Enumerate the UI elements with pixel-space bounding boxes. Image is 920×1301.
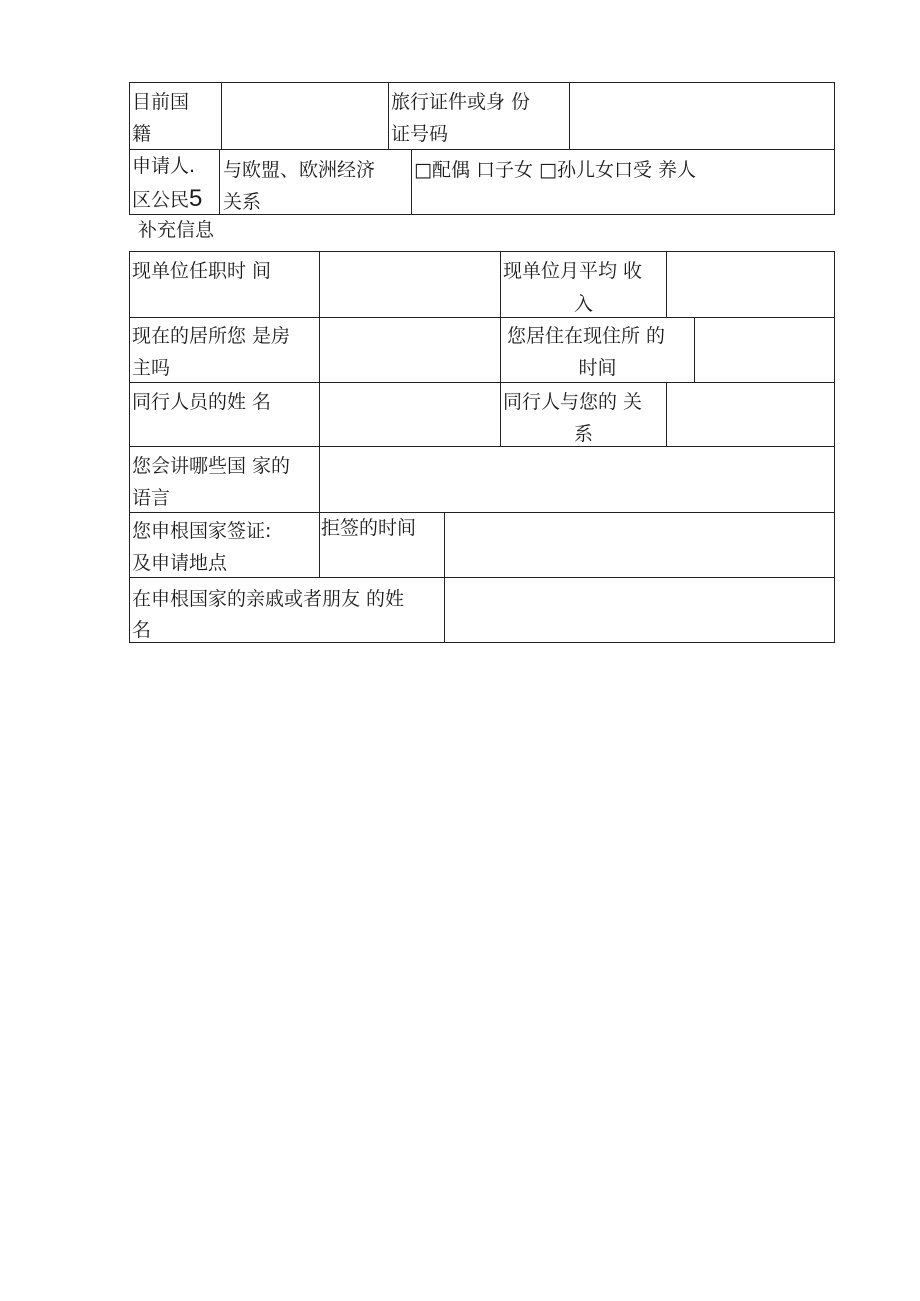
relatives-label-line2: 名: [132, 619, 152, 641]
relation-label-line1: 与欧盟、欧洲经济: [223, 159, 376, 181]
nationality-label-line2: 籍: [132, 123, 152, 145]
residence-time-label-line1: 您居住在现住所 的: [507, 325, 666, 347]
employment-time-field[interactable]: [321, 253, 499, 316]
companion-relation-label-line1: 同行人与您的 关: [503, 391, 643, 413]
section-title: 补充信息: [138, 219, 215, 241]
residence-time-label-line2: 时间: [578, 357, 617, 379]
travel-doc-number-field[interactable]: [571, 84, 833, 148]
relatives-name-field[interactable]: [446, 579, 833, 641]
companion-relation-field[interactable]: [668, 384, 833, 445]
employment-time-label: 现单位任职时 间: [132, 260, 272, 282]
companion-name-field[interactable]: [321, 384, 499, 445]
monthly-income-field[interactable]: [668, 253, 833, 316]
refusal-time-field[interactable]: [446, 514, 833, 576]
travel-doc-label-line2: 证号码: [391, 123, 449, 145]
travel-doc-label-line1: 旅行证件或身 份: [391, 91, 531, 113]
relation-options[interactable]: □配偶 口子女 □孙儿女口受 养人: [414, 159, 697, 181]
nationality-label-line1: 目前国: [132, 91, 190, 113]
residence-time-field[interactable]: [696, 319, 833, 381]
homeowner-field[interactable]: [321, 319, 499, 381]
applicant-label-line1: 申请人.: [132, 155, 196, 177]
homeowner-label-line2: 主吗: [132, 357, 171, 379]
nationality-field[interactable]: [223, 84, 387, 148]
relation-label-line2: 关系: [223, 191, 262, 213]
applicant-label-suffix: 5: [189, 185, 203, 212]
schengen-visa-label-line1: 您申根国家签证:: [132, 520, 272, 542]
languages-field[interactable]: [321, 448, 833, 511]
relatives-label-line1: 在申根国家的亲戚或者朋友 的姓: [132, 588, 405, 610]
schengen-visa-label-line2: 及申请地点: [132, 552, 228, 574]
languages-label-line2: 语言: [132, 487, 171, 509]
languages-label-line1: 您会讲哪些国 家的: [132, 455, 291, 477]
companion-name-label: 同行人员的姓 名: [132, 391, 272, 413]
companion-relation-label-line2: 系: [573, 423, 593, 445]
refusal-time-label: 拒签的时间: [321, 517, 417, 539]
applicant-label-line2: 区公民5: [132, 185, 203, 212]
monthly-income-label-line2: 入: [573, 293, 593, 315]
homeowner-label-line1: 现在的居所您 是房: [132, 325, 291, 347]
monthly-income-label-line1: 现单位月平均 收: [503, 260, 643, 282]
